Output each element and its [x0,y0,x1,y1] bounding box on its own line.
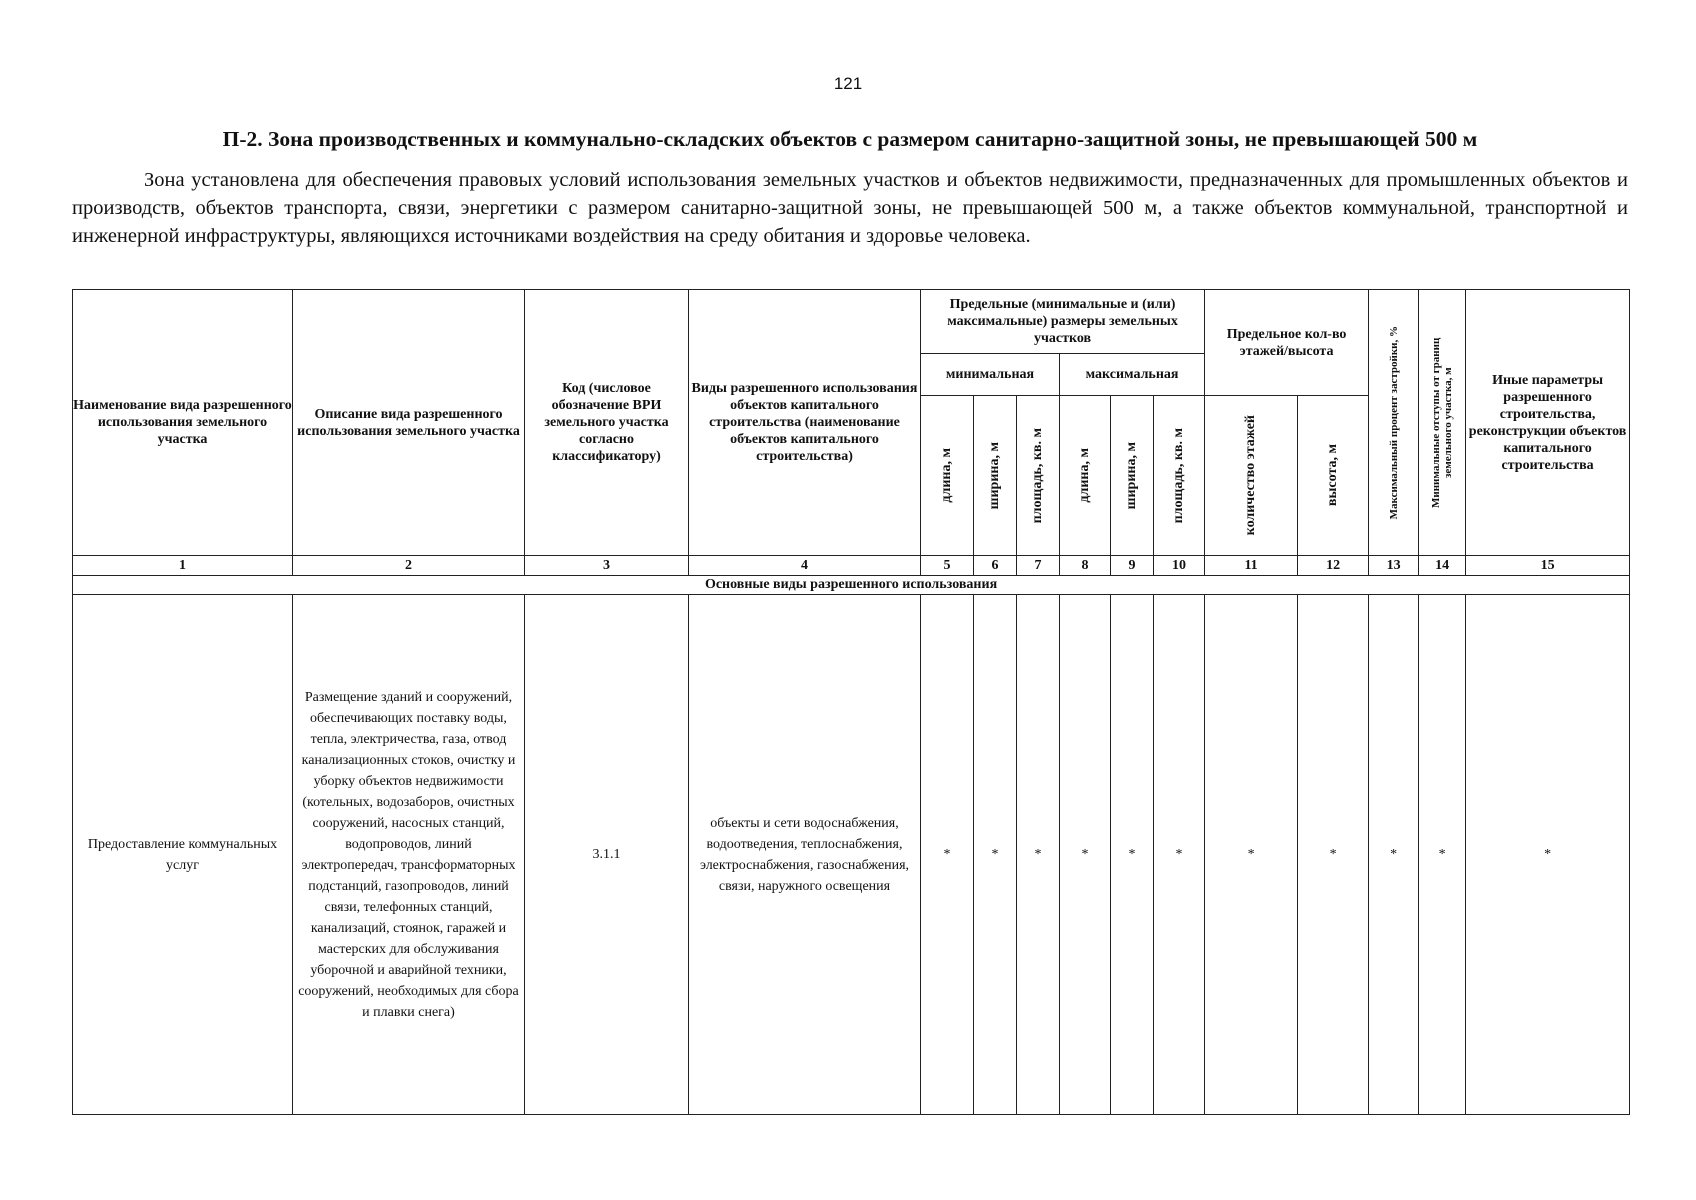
header-min-setbacks [1419,290,1466,556]
column-numbers-row [73,556,1630,576]
column-number: 10 [1154,556,1205,576]
cell-vri-code: 3.1.1 [525,595,689,1115]
section-title: Основные виды разрешенного использования [73,576,1630,595]
header-floors-count [1205,396,1298,556]
column-number: 15 [1466,556,1630,576]
column-number: 13 [1369,556,1419,576]
cell-max-length: * [1060,595,1111,1115]
header-height [1298,396,1369,556]
cell-vri-description: Размещение зданий и сооружений, обеспечивающих поставку воды, тепла, электричества, газа, отвод канализационных стоков, очистку и уборку объектов недвижимости (котельных, водозаборов, очистных сооружений, насосных станций, водопроводов, линий электропередач, трансформаторных подстанций, газопроводов, линий связи, телефонных станций, канализаций, стоянок, гаражей и мастерских для обслуживания уборочной и аварийной техники, сооружений, необходимых для сбора и плавки снега) [293,595,525,1115]
header-min-length [921,396,974,556]
header-vri-description: Описание вида разрешенного использования земельного участка [293,290,525,556]
header-floors-height: Предельное кол-во этажей/высота [1205,290,1369,396]
column-number: 11 [1205,556,1298,576]
page-number: 121 [833,74,863,93]
header-max-length [1060,396,1111,556]
header-maximal: максимальная [1060,354,1205,396]
header-max-area [1154,396,1205,556]
header-minimal: минимальная [921,354,1060,396]
cell-min-setbacks: * [1419,595,1466,1115]
column-number: 4 [689,556,921,576]
cell-other-params: * [1466,595,1630,1115]
header-vri-code: Код (числовое обозначение ВРИ земельного участка согласно классификатору) [525,290,689,556]
header-max-percent-label: Максимальный процент застройки, % [1387,325,1400,520]
header-min-setbacks-label: Минимальные отступы от границ земельного участка, м [1430,337,1455,508]
cell-min-area: * [1017,595,1060,1115]
cell-min-width: * [974,595,1017,1115]
header-floors-count-label: количество этажей [1243,415,1259,536]
header-capital-objects: Виды разрешенного использования объектов капитального строительства (наименование объектов капитального строительства) [689,290,921,556]
table-header [73,290,1630,556]
cell-min-length: * [921,595,974,1115]
cell-max-area: * [1154,595,1205,1115]
column-number: 3 [525,556,689,576]
cell-max-width: * [1111,595,1154,1115]
header-plot-sizes: Предельные (минимальные и (или) максимальные) размеры земельных участков [921,290,1205,354]
column-number: 1 [73,556,293,576]
header-max-percent [1369,290,1419,556]
cell-height: * [1298,595,1369,1115]
header-vri-name: Наименование вида разрешенного использования земельного участка [73,290,293,556]
header-max-width-label: ширина, м [1124,441,1139,510]
section-row [73,576,1630,595]
header-min-length-label: длина, м [939,448,954,503]
header-min-area [1017,396,1060,556]
table-row [73,595,1630,1115]
column-number: 5 [921,556,974,576]
header-max-width [1111,396,1154,556]
zone-parameters-table [72,289,1630,1115]
column-number: 6 [974,556,1017,576]
column-number: 14 [1419,556,1466,576]
cell-capital-objects: объекты и сети водоснабжения, водоотведения, теплоснабжения, электроснабжения, газоснабжения, связи, наружного освещения [689,595,921,1115]
header-max-area-label: площадь, кв. м [1171,427,1187,524]
header-max-length-label: длина, м [1077,448,1092,503]
header-other-params: Иные параметры разрешенного строительства, реконструкции объектов капитального строительства [1466,290,1630,556]
header-min-area-label: площадь, кв. м [1030,427,1045,524]
header-height-label: высота, м [1325,444,1341,507]
cell-vri-name: Предоставление коммунальных услуг [73,595,293,1115]
cell-floors-count: * [1205,595,1298,1115]
column-number: 2 [293,556,525,576]
column-number: 12 [1298,556,1369,576]
header-min-width-label: ширина, м [987,441,1002,510]
zone-title: П-2. Зона производственных и коммунально-складских объектов с размером санитарно-защитной зоны, не превышающей 500 м [222,127,1478,151]
column-number: 7 [1017,556,1060,576]
zone-description: Зона установлена для обеспечения правовых условий использования земельных участков и объектов недвижимости, предназначенных для промышленных объектов и производств, объектов транспорта, связи, энергетики с размером санитарно-защитной зоны, не превышающей 500 м, а также объектов коммунальной, транспортной и инженерной инфраструктуры, являющихся источниками воздействия на среду обитания и здоровье человека. [72,169,1628,247]
cell-max-percent: * [1369,595,1419,1115]
column-number: 9 [1111,556,1154,576]
column-number: 8 [1060,556,1111,576]
header-min-width [974,396,1017,556]
